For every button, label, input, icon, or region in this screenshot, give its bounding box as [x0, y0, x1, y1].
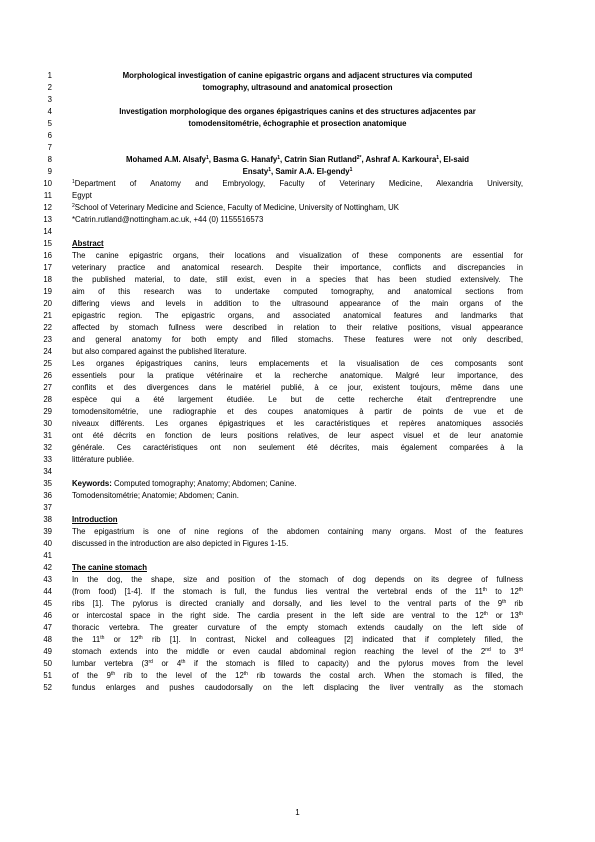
- superscript: 1: [349, 167, 353, 173]
- text-span: rib towards the costal arch. When the stomach is filled, the: [247, 671, 523, 680]
- text-span: , El-said: [439, 155, 469, 164]
- line-number: 50: [43, 659, 52, 668]
- text-line: [72, 574, 523, 586]
- line-number: 18: [43, 275, 52, 284]
- line-number: 35: [43, 479, 52, 488]
- text-span: Ensaty: [242, 167, 269, 176]
- line-number: 7: [47, 143, 52, 152]
- line-number: 11: [43, 191, 52, 200]
- text-span: of the 9: [72, 671, 111, 680]
- line-number: 14: [43, 227, 52, 236]
- text-span: , Samir A.A. El-gendy: [271, 167, 350, 176]
- text-span: Investigation morphologique des organes épigastriques canins et des structures adjacentes par: [119, 107, 476, 116]
- line-number: 44: [43, 587, 52, 596]
- superscript: th: [518, 611, 523, 617]
- text-span: Introduction: [72, 515, 118, 524]
- text-span: but also compared against the published literature.: [72, 347, 247, 356]
- line-number: 46: [43, 611, 52, 620]
- line-number: 45: [43, 599, 52, 608]
- text-line: [72, 262, 523, 274]
- text-line: [72, 382, 523, 394]
- text-span: The canine epigastric organs, their locations and visualization of these components are essential for: [72, 251, 523, 260]
- text-span: or 4: [152, 659, 182, 668]
- line-number: 13: [43, 215, 52, 224]
- line-number: 36: [43, 491, 52, 500]
- line-number: 38: [43, 515, 52, 524]
- text-span: to 12: [486, 587, 519, 596]
- text-span: niveaux différents. Les organes épigastriques et les caractéristiques et repères anatomiques associés: [72, 419, 523, 428]
- line-number: 26: [43, 371, 52, 380]
- text-span: , Basma G. Hanafy: [208, 155, 278, 164]
- line-number: 12: [43, 203, 52, 212]
- text-line: [72, 454, 523, 466]
- line-number: 51: [43, 671, 52, 680]
- text-span: epigastric region. The epigastric organs, and associated anatomical features and landmarks that: [72, 311, 523, 320]
- text-span: Les organes épigastriques canins, leurs emplacements et la visualisation de ces composants sont: [72, 359, 523, 368]
- text-line: [72, 670, 523, 682]
- text-line: [72, 634, 523, 646]
- text-line: [72, 358, 523, 370]
- line-number: 15: [43, 239, 52, 248]
- line-number: 1: [47, 71, 52, 80]
- line-number: 28: [43, 395, 52, 404]
- text-span: veterinary practice and anatomical research. Despite their importance, conflicts and discrepancies in: [72, 263, 523, 272]
- line-number: 25: [43, 359, 52, 368]
- text-span: thoracic vertebra. The greater curvature of the empty stomach extends caudally on the left side of: [72, 623, 523, 632]
- text-span: Computed tomography; Anatomy; Abdomen; Canine.: [111, 479, 297, 488]
- text-line: [72, 406, 523, 418]
- text-line: [72, 70, 523, 82]
- text-line: [72, 166, 523, 178]
- superscript: nd: [485, 647, 491, 653]
- text-span: rib: [506, 599, 523, 608]
- text-span: tomodensitométrie, une radiographie et des coupes anatomiques à partir de points de vue et de: [72, 407, 523, 416]
- superscript: th: [138, 635, 143, 641]
- line-number: 40: [43, 539, 52, 548]
- text-span: or intercostal space in the right side. The cardia present in the left side are ventral to the 12: [72, 611, 484, 620]
- text-line: [72, 214, 523, 226]
- text-line: [72, 610, 523, 622]
- text-line: [72, 622, 523, 634]
- text-line: [72, 430, 523, 442]
- text-line: [72, 562, 523, 574]
- text-line: [72, 586, 523, 598]
- text-line: [72, 334, 523, 346]
- text-line: [72, 346, 523, 358]
- line-number: 19: [43, 287, 52, 296]
- text-line: [72, 418, 523, 430]
- line-number: 24: [43, 347, 52, 356]
- text-span: the published material, to date, still exist, even in a species that has been studied extensively. The: [72, 275, 523, 284]
- text-line: [72, 82, 523, 94]
- line-number: 17: [43, 263, 52, 272]
- text-span: the 11: [72, 635, 101, 644]
- text-span: Mohamed A.M. Alsafy: [126, 155, 207, 164]
- superscript: 1: [277, 155, 281, 161]
- text-span: tomodensitométrie, échographie et prosection anatomique: [188, 119, 407, 128]
- line-number: 2: [47, 83, 52, 92]
- text-line: [72, 442, 523, 454]
- text-span: School of Veterinary Medicine and Science, Faculty of Medicine, University of Nottingham, UK: [74, 203, 399, 212]
- text-line: [72, 178, 523, 190]
- line-number: 22: [43, 323, 52, 332]
- superscript: th: [483, 611, 488, 617]
- line-number: 39: [43, 527, 52, 536]
- text-span: or 13: [487, 611, 519, 620]
- text-line: [72, 526, 523, 538]
- line-number: 33: [43, 455, 52, 464]
- text-line: [72, 682, 523, 694]
- text-span: ribs [1]. The pylorus is directed cranially and dorsally, and lies level to the ventral parts of the 9: [72, 599, 503, 608]
- text-span: fundus enlarges and pushes caudodorsally on the left displacing the liver ventrally as the stomach: [72, 683, 523, 692]
- text-line: [72, 514, 523, 526]
- line-number: 31: [43, 431, 52, 440]
- text-span: The canine stomach: [72, 563, 147, 572]
- superscript: 2*: [356, 155, 362, 161]
- text-line: [72, 286, 523, 298]
- line-number: 42: [43, 563, 52, 572]
- line-number: 41: [43, 551, 52, 560]
- text-span: générale. Ces caractéristiques ont non seulement été décrites, mais également comparées à la: [72, 443, 523, 452]
- text-line: [72, 250, 523, 262]
- text-span: to 3: [490, 647, 519, 656]
- line-number: 3: [47, 95, 52, 104]
- line-number: 47: [43, 623, 52, 632]
- text-span: , Catrin Sian Rutland: [280, 155, 357, 164]
- text-span: littérature publiée.: [72, 455, 134, 464]
- text-line: [72, 370, 523, 382]
- text-line: [72, 310, 523, 322]
- superscript: 1: [206, 155, 209, 161]
- text-span: Abstract: [72, 239, 104, 248]
- text-line: [72, 658, 523, 670]
- text-span: or 12: [104, 635, 139, 644]
- text-span: Morphological investigation of canine epigastric organs and adjacent structures via computed: [122, 71, 473, 80]
- line-number: 20: [43, 299, 52, 308]
- text-span: tomography, ultrasound and anatomical prosection: [202, 83, 393, 92]
- superscript: th: [100, 635, 105, 641]
- line-number: 49: [43, 647, 52, 656]
- text-span: (from food) [1-4]. If the stomach is full, the fundus lies ventral the vertebral ends of the 11: [72, 587, 483, 596]
- text-line: [72, 202, 523, 214]
- text-span: Keywords:: [72, 479, 112, 488]
- line-number: 43: [43, 575, 52, 584]
- text-span: The epigastrium is one of nine regions of the abdomen containing many organs. Most of the features: [72, 527, 523, 536]
- line-number: 27: [43, 383, 52, 392]
- text-line: [72, 646, 523, 658]
- superscript: th: [482, 587, 487, 593]
- line-number: 37: [43, 503, 52, 512]
- text-line: [72, 490, 523, 502]
- line-number: 9: [47, 167, 52, 176]
- text-span: rib [1]. In contrast, Nickel and colleagues [2] indicated that if completely filled, the: [142, 635, 523, 644]
- superscript: 1: [436, 155, 440, 161]
- superscript: rd: [518, 647, 523, 653]
- line-number: 48: [43, 635, 52, 644]
- superscript: th: [243, 671, 248, 677]
- text-line: [72, 298, 523, 310]
- line-number: 6: [47, 131, 52, 140]
- text-span: , Ashraf A. Karkoura: [361, 155, 437, 164]
- text-line: [72, 190, 523, 202]
- superscript: th: [110, 671, 116, 677]
- line-number: 16: [43, 251, 52, 260]
- text-span: lumbar vertebra (3: [72, 659, 149, 668]
- text-line: [72, 238, 523, 250]
- text-span: conflits et des divergences dans le matériel publié, à ce jour, existent toujours, même dans une: [72, 383, 523, 392]
- text-span: In the dog, the shape, size and position of the stomach of dog depends on its degree of fullness: [72, 575, 523, 584]
- text-line: [72, 478, 523, 490]
- line-number: 8: [47, 155, 52, 164]
- text-span: if the stomach is filled to capacity) and the pylorus moves from the level: [185, 659, 523, 668]
- text-line: [72, 154, 523, 166]
- text-span: discussed in the introduction are also depicted in Figures 1-15.: [72, 539, 289, 548]
- text-span: *Catrin.rutland@nottingham.ac.uk, +44 (0) 1155516573: [72, 215, 264, 224]
- superscript: th: [518, 587, 523, 593]
- text-line: [72, 118, 523, 130]
- text-line: [72, 538, 523, 550]
- superscript: rd: [148, 659, 153, 665]
- line-number: 52: [43, 683, 52, 692]
- text-span: rib to the level of the 12: [115, 671, 244, 680]
- line-number: 23: [43, 335, 52, 344]
- text-span: Tomodensitométrie; Anatomie; Abdomen; Canin.: [72, 491, 239, 500]
- text-line: [72, 394, 523, 406]
- superscript: 2: [72, 203, 75, 209]
- line-number: 34: [43, 467, 52, 476]
- text-span: and general anatomy for both empty and filled stomachs. These features were not only described,: [72, 335, 523, 344]
- text-span: aim of this research was to undertake computed tomography, and anatomical sections from: [72, 287, 523, 296]
- text-line: [72, 322, 523, 334]
- text-line: [72, 598, 523, 610]
- line-number: 10: [43, 179, 52, 188]
- text-span: essentiels pour la pratique vétérinaire et la recherche anatomique. Malgré leur importance, des: [72, 371, 523, 380]
- superscript: th: [502, 599, 507, 605]
- line-number: 5: [47, 119, 52, 128]
- superscript: 1: [268, 167, 271, 173]
- text-span: Egypt: [72, 191, 92, 200]
- superscript: th: [181, 659, 186, 665]
- line-number: 30: [43, 419, 52, 428]
- line-number: 21: [43, 311, 52, 320]
- text-span: stomach extends into the middle or even caudal abdominal region reaching the level of the 2: [72, 647, 486, 656]
- text-span: affected by stomach fullness were described in relation to their relative positions, visual appearance: [72, 323, 523, 332]
- text-span: Department of Anatomy and Embryology, Faculty of Veterinary Medicine, Alexandria University,: [74, 179, 523, 188]
- line-number: 32: [43, 443, 52, 452]
- line-number: 4: [47, 107, 52, 116]
- page-number: 1: [295, 808, 300, 817]
- text-span: ont été décrits en fonction de leurs positions relatives, de leur aspect visuel et de leur anatomie: [72, 431, 523, 440]
- text-line: [72, 106, 523, 118]
- text-span: differing views and levels in addition to the ultrasound appearance of the main organs of the: [72, 299, 523, 308]
- text-line: [72, 274, 523, 286]
- line-number: 29: [43, 407, 52, 416]
- text-span: espèce qui a été largement étudiée. Le but de cette recherche était d'entreprendre une: [72, 395, 523, 404]
- superscript: 1: [72, 179, 75, 185]
